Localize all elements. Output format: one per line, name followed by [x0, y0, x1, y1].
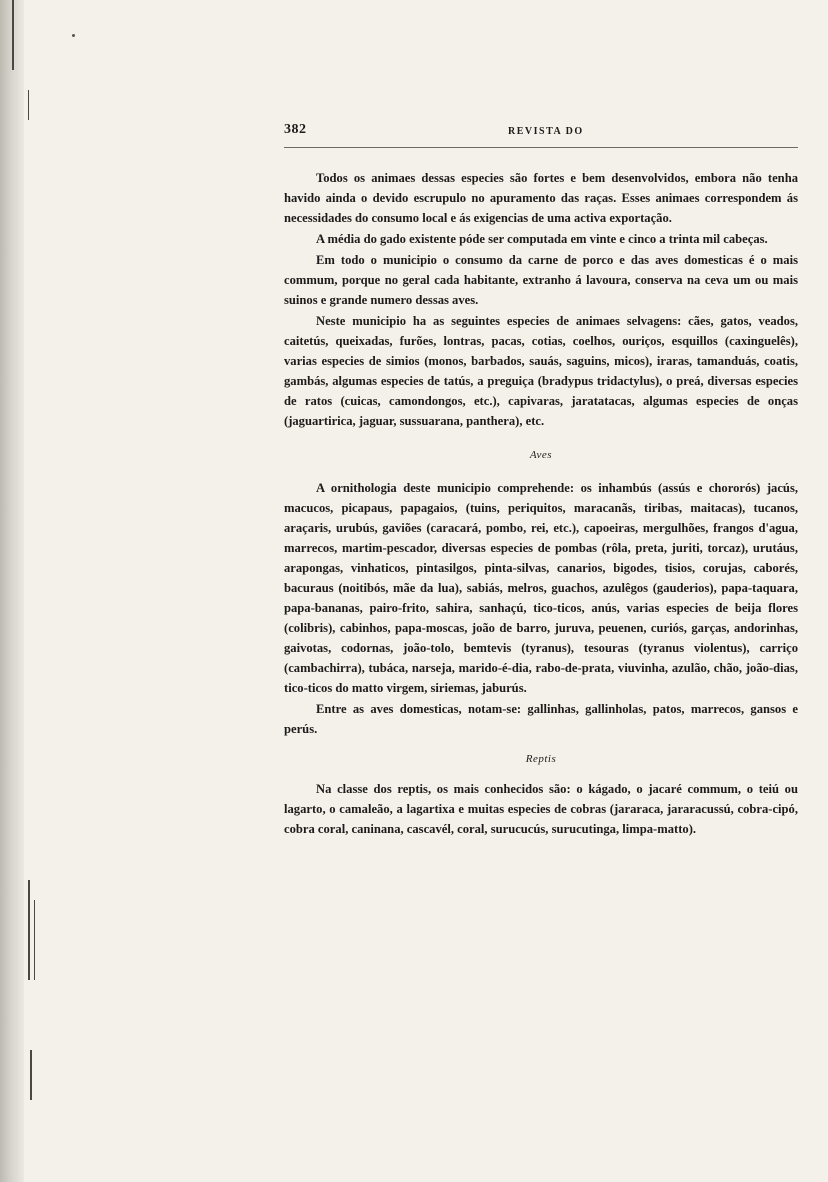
- paragraph: Neste municipio ha as seguintes especies de animaes selvagens: cães, gatos, veados, caitetús, queixadas, furões, lontras, pacas, cotias, coelhos, ouriços, esquillos (caxinguelês), varias especies de simios (monos, barbados, sauás, saguins, micos), iraras, tamanduás, coatis, gambás, algumas especies de tatús, a preguiça (bradypus tridactylus), o preá, diversas especies de ratos (cuicas, camondongos, etc.), capivaras, jaratatacas, algumas especies de onças (jaguartirica, jaguar, sussuarana, panthera), etc.: [284, 314, 798, 428]
- page-body: [284, 168, 798, 839]
- paragraph: A média do gado existente póde ser computada em vinte e cinco a trinta mil cabeças.: [316, 232, 768, 246]
- edge-mark: [28, 90, 29, 120]
- running-title: REVISTA DO: [508, 126, 584, 137]
- paragraph: A ornithologia deste municipio comprehende: os inhambús (assús e chororós) jacús, macucos, picapaus, papagaios, (tuins, periquitos, maracanãs, tiribas, maitacas), tucanos, araçaris, urubús, gaviões (caracará, pombo, rei, etc.), capoeiras, mergulhões, frangos d'agua, marrecos, martim-pescador, diversas especies de pombas (rôla, preta, juriti, torcaz), urutáus, arapongas, vinhaticos, pintasilgos, pinta-silvas, canarios, bigodes, tisios, corujas, caborés, bacuraus (noitibós, mãe da lua), sabiás, melros, guachos, azulêgos (gauderios), papa-taquara, papa-bananas, pairo-frito, sahira, sanhaçú, tico-ticos, anús, varias especies de beija flores (colibris), cabinhos, papa-moscas, joão de barro, juruva, peuenen, curiós, garças, andorinhas, gaivotas, codornas, joão-tolo, bemtevis (tyranus), tesouras (tyranus violentus), carriço (cambachirra), tubáca, narseja, marido-é-dia, rabo-de-prata, viuvinha, azulão, chão, joão-dias, tico-ticos do matto virgem, siriemas, jaburús.: [284, 481, 798, 695]
- paragraph: Entre as aves domesticas, notam-se: gallinhas, gallinholas, patos, marrecos, gansos e perús.: [284, 702, 798, 736]
- edge-mark: [12, 0, 14, 70]
- paragraph: Na classe dos reptis, os mais conhecidos são: o kágado, o jacaré commum, o teiú ou lagarto, o camaleão, a lagartixa e muitas especies de cobras (jararaca, jararacussú, cobra-cipó, cobra coral, caninana, cascavél, coral, surucucús, surucutinga, limpa-matto).: [284, 782, 798, 836]
- header-rule: [284, 147, 798, 148]
- edge-mark: [28, 880, 30, 980]
- edge-mark: [34, 900, 35, 980]
- edge-mark: [30, 1050, 32, 1100]
- page-number: 382: [284, 122, 307, 137]
- scan-page-edge: [0, 0, 24, 1182]
- paragraph: Em todo o municipio o consumo da carne de porco e das aves domesticas é o mais commum, porque no geral cada habitante, extranho á lavoura, conserva na ceva um ou mais suinos e grande numero dessas aves.: [284, 253, 798, 307]
- paragraph: Todos os animaes dessas especies são fortes e bem desenvolvidos, embora não tenha havido ainda o devido escrupulo no apuramento das raças. Esses animaes correspondem ás necessidades do consumo local e ás exigencias de uma activa exportação.: [284, 171, 798, 225]
- section-heading-reptis: Reptis: [525, 753, 557, 765]
- section-heading-aves: Aves: [529, 449, 553, 461]
- dust-speck: [72, 34, 75, 37]
